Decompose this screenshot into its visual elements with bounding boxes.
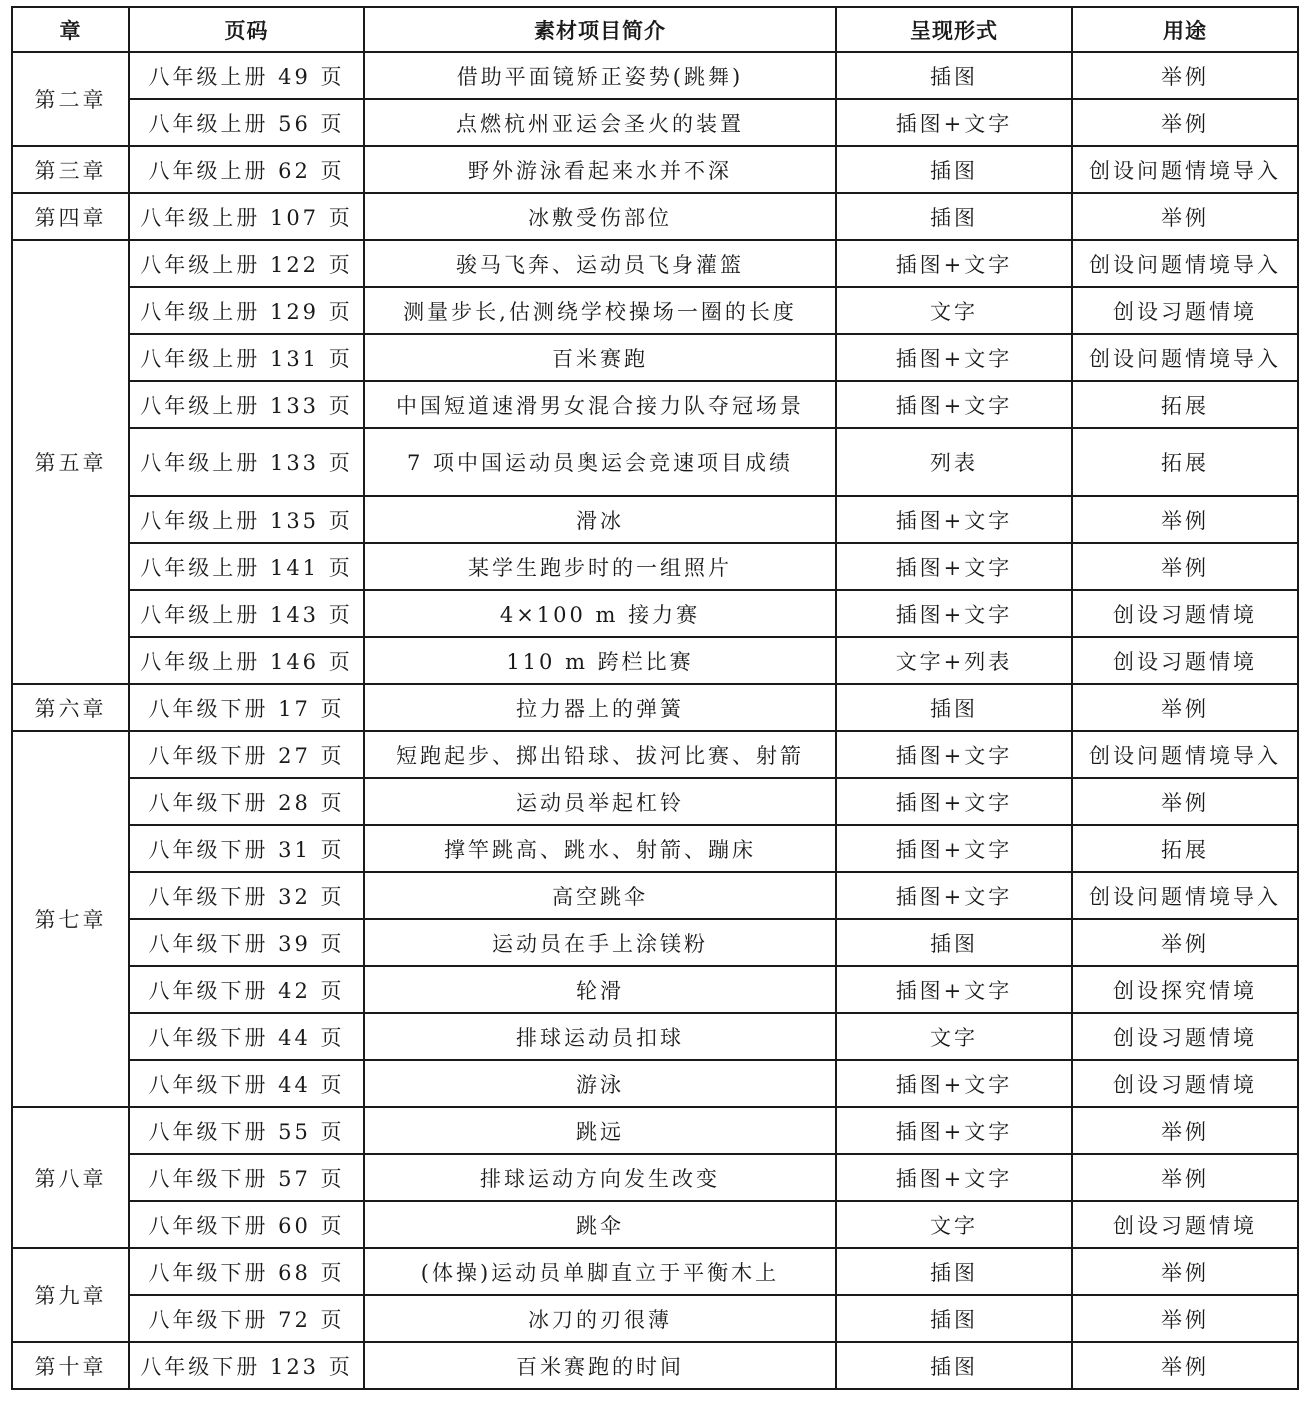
use-cell: 举例 xyxy=(1072,778,1298,825)
use-cell: 举例 xyxy=(1072,52,1298,99)
form-cell: 插图 xyxy=(836,1342,1072,1389)
table-row xyxy=(12,52,1298,99)
table-row xyxy=(12,1201,1298,1248)
form-cell: 插图+文字 xyxy=(836,590,1072,637)
description-cell: 冰敷受伤部位 xyxy=(364,193,836,240)
description-cell: 短跑起步、掷出铅球、拔河比赛、射箭 xyxy=(364,731,836,778)
chapter-cell: 第十章 xyxy=(12,1342,129,1389)
table-row xyxy=(12,966,1298,1013)
table-row xyxy=(12,684,1298,731)
description-cell: 排球运动员扣球 xyxy=(364,1013,836,1060)
use-cell: 举例 xyxy=(1072,1107,1298,1154)
description-cell: 4×100 m 接力赛 xyxy=(364,590,836,637)
form-cell: 插图 xyxy=(836,193,1072,240)
page-cell: 八年级下册 55 页 xyxy=(129,1107,364,1154)
header-description: 素材项目简介 xyxy=(364,7,836,52)
description-cell: 测量步长,估测绕学校操场一圈的长度 xyxy=(364,287,836,334)
table-row xyxy=(12,146,1298,193)
description-cell: 跳伞 xyxy=(364,1201,836,1248)
page-cell: 八年级下册 32 页 xyxy=(129,872,364,919)
table-row xyxy=(12,381,1298,428)
header-chapter: 章 xyxy=(12,7,129,52)
use-cell: 举例 xyxy=(1072,1154,1298,1201)
use-cell: 创设习题情境 xyxy=(1072,1013,1298,1060)
chapter-cell: 第二章 xyxy=(12,52,129,146)
form-cell: 插图+文字 xyxy=(836,872,1072,919)
page-cell: 八年级上册 107 页 xyxy=(129,193,364,240)
page-cell: 八年级上册 122 页 xyxy=(129,240,364,287)
chapter-cell: 第七章 xyxy=(12,731,129,1107)
description-cell: 骏马飞奔、运动员飞身灌篮 xyxy=(364,240,836,287)
use-cell: 创设习题情境 xyxy=(1072,637,1298,684)
use-cell: 举例 xyxy=(1072,543,1298,590)
chapter-cell: 第六章 xyxy=(12,684,129,731)
use-cell: 创设习题情境 xyxy=(1072,287,1298,334)
use-cell: 举例 xyxy=(1072,496,1298,543)
form-cell: 插图+文字 xyxy=(836,825,1072,872)
use-cell: 创设问题情境导入 xyxy=(1072,146,1298,193)
table-row xyxy=(12,1342,1298,1389)
description-cell: 借助平面镜矫正姿势(跳舞) xyxy=(364,52,836,99)
form-cell: 插图 xyxy=(836,1248,1072,1295)
form-cell: 插图+文字 xyxy=(836,334,1072,381)
form-cell: 插图+文字 xyxy=(836,778,1072,825)
form-cell: 插图+文字 xyxy=(836,1154,1072,1201)
page-cell: 八年级下册 28 页 xyxy=(129,778,364,825)
chapter-cell: 第四章 xyxy=(12,193,129,240)
description-cell: 排球运动方向发生改变 xyxy=(364,1154,836,1201)
table-row xyxy=(12,287,1298,334)
page-cell: 八年级下册 68 页 xyxy=(129,1248,364,1295)
description-cell: 撑竿跳高、跳水、射箭、蹦床 xyxy=(364,825,836,872)
page-cell: 八年级上册 49 页 xyxy=(129,52,364,99)
form-cell: 列表 xyxy=(836,428,1072,496)
form-cell: 插图 xyxy=(836,146,1072,193)
page-cell: 八年级下册 39 页 xyxy=(129,919,364,966)
page-cell: 八年级下册 44 页 xyxy=(129,1060,364,1107)
use-cell: 创设问题情境导入 xyxy=(1072,240,1298,287)
page-cell: 八年级上册 131 页 xyxy=(129,334,364,381)
table-row xyxy=(12,1295,1298,1342)
description-cell: 跳远 xyxy=(364,1107,836,1154)
use-cell: 举例 xyxy=(1072,1295,1298,1342)
form-cell: 插图+文字 xyxy=(836,966,1072,1013)
use-cell: 举例 xyxy=(1072,919,1298,966)
table-row xyxy=(12,496,1298,543)
table-row xyxy=(12,99,1298,146)
header-use: 用途 xyxy=(1072,7,1298,52)
page-cell: 八年级下册 44 页 xyxy=(129,1013,364,1060)
page-cell: 八年级上册 141 页 xyxy=(129,543,364,590)
page-cell: 八年级上册 56 页 xyxy=(129,99,364,146)
page-cell: 八年级下册 42 页 xyxy=(129,966,364,1013)
description-cell: 滑冰 xyxy=(364,496,836,543)
table-row xyxy=(12,1013,1298,1060)
description-cell: 110 m 跨栏比赛 xyxy=(364,637,836,684)
header-page: 页码 xyxy=(129,7,364,52)
form-cell: 插图+文字 xyxy=(836,543,1072,590)
use-cell: 举例 xyxy=(1072,99,1298,146)
description-cell: 中国短道速滑男女混合接力队夺冠场景 xyxy=(364,381,836,428)
description-cell: 点燃杭州亚运会圣火的装置 xyxy=(364,99,836,146)
chapter-cell: 第五章 xyxy=(12,240,129,684)
description-cell: 百米赛跑 xyxy=(364,334,836,381)
form-cell: 插图+文字 xyxy=(836,1107,1072,1154)
description-cell: 某学生跑步时的一组照片 xyxy=(364,543,836,590)
form-cell: 插图+文字 xyxy=(836,99,1072,146)
use-cell: 创设问题情境导入 xyxy=(1072,731,1298,778)
table-row xyxy=(12,778,1298,825)
description-cell: 冰刀的刃很薄 xyxy=(364,1295,836,1342)
use-cell: 拓展 xyxy=(1072,381,1298,428)
description-cell: 运动员举起杠铃 xyxy=(364,778,836,825)
page-cell: 八年级上册 133 页 xyxy=(129,381,364,428)
use-cell: 创设探究情境 xyxy=(1072,966,1298,1013)
form-cell: 插图 xyxy=(836,919,1072,966)
description-cell: 游泳 xyxy=(364,1060,836,1107)
table-row xyxy=(12,543,1298,590)
use-cell: 拓展 xyxy=(1072,428,1298,496)
chapter-cell: 第八章 xyxy=(12,1107,129,1248)
form-cell: 插图 xyxy=(836,1295,1072,1342)
form-cell: 文字+列表 xyxy=(836,637,1072,684)
table-row xyxy=(12,731,1298,778)
description-cell: 运动员在手上涂镁粉 xyxy=(364,919,836,966)
table-row xyxy=(12,1154,1298,1201)
header-form: 呈现形式 xyxy=(836,7,1072,52)
description-cell: 百米赛跑的时间 xyxy=(364,1342,836,1389)
table-row xyxy=(12,334,1298,381)
page-cell: 八年级下册 31 页 xyxy=(129,825,364,872)
use-cell: 举例 xyxy=(1072,193,1298,240)
use-cell: 拓展 xyxy=(1072,825,1298,872)
page-cell: 八年级上册 143 页 xyxy=(129,590,364,637)
table-body xyxy=(12,52,1298,1389)
description-cell: 7 项中国运动员奥运会竞速项目成绩 xyxy=(364,428,836,496)
page-cell: 八年级上册 129 页 xyxy=(129,287,364,334)
page-cell: 八年级下册 60 页 xyxy=(129,1201,364,1248)
use-cell: 举例 xyxy=(1072,1342,1298,1389)
materials-table xyxy=(11,6,1299,1390)
description-cell: 野外游泳看起来水并不深 xyxy=(364,146,836,193)
form-cell: 插图 xyxy=(836,52,1072,99)
use-cell: 创设习题情境 xyxy=(1072,1201,1298,1248)
use-cell: 举例 xyxy=(1072,684,1298,731)
form-cell: 插图+文字 xyxy=(836,240,1072,287)
description-cell: 高空跳伞 xyxy=(364,872,836,919)
description-cell: 轮滑 xyxy=(364,966,836,1013)
use-cell: 创设问题情境导入 xyxy=(1072,334,1298,381)
page-cell: 八年级上册 133 页 xyxy=(129,428,364,496)
table-row xyxy=(12,240,1298,287)
page-cell: 八年级上册 146 页 xyxy=(129,637,364,684)
form-cell: 文字 xyxy=(836,1013,1072,1060)
form-cell: 插图+文字 xyxy=(836,1060,1072,1107)
use-cell: 创设问题情境导入 xyxy=(1072,872,1298,919)
form-cell: 文字 xyxy=(836,287,1072,334)
use-cell: 创设习题情境 xyxy=(1072,590,1298,637)
table-header xyxy=(12,7,1298,52)
description-cell: (体操)运动员单脚直立于平衡木上 xyxy=(364,1248,836,1295)
form-cell: 插图+文字 xyxy=(836,731,1072,778)
chapter-cell: 第九章 xyxy=(12,1248,129,1342)
table-row xyxy=(12,1248,1298,1295)
chapter-cell: 第三章 xyxy=(12,146,129,193)
use-cell: 举例 xyxy=(1072,1248,1298,1295)
page-cell: 八年级下册 72 页 xyxy=(129,1295,364,1342)
table-row xyxy=(12,428,1298,496)
form-cell: 插图+文字 xyxy=(836,496,1072,543)
table-row xyxy=(12,590,1298,637)
page-cell: 八年级下册 27 页 xyxy=(129,731,364,778)
form-cell: 插图+文字 xyxy=(836,381,1072,428)
description-cell: 拉力器上的弹簧 xyxy=(364,684,836,731)
table-row xyxy=(12,193,1298,240)
table-row xyxy=(12,637,1298,684)
table-row xyxy=(12,872,1298,919)
page-cell: 八年级下册 123 页 xyxy=(129,1342,364,1389)
table-row xyxy=(12,1060,1298,1107)
table-row xyxy=(12,1107,1298,1154)
page-cell: 八年级下册 17 页 xyxy=(129,684,364,731)
use-cell: 创设习题情境 xyxy=(1072,1060,1298,1107)
page-cell: 八年级上册 62 页 xyxy=(129,146,364,193)
header-row xyxy=(12,7,1298,52)
form-cell: 文字 xyxy=(836,1201,1072,1248)
page-cell: 八年级下册 57 页 xyxy=(129,1154,364,1201)
table-row xyxy=(12,825,1298,872)
table-row xyxy=(12,919,1298,966)
page-cell: 八年级上册 135 页 xyxy=(129,496,364,543)
form-cell: 插图 xyxy=(836,684,1072,731)
